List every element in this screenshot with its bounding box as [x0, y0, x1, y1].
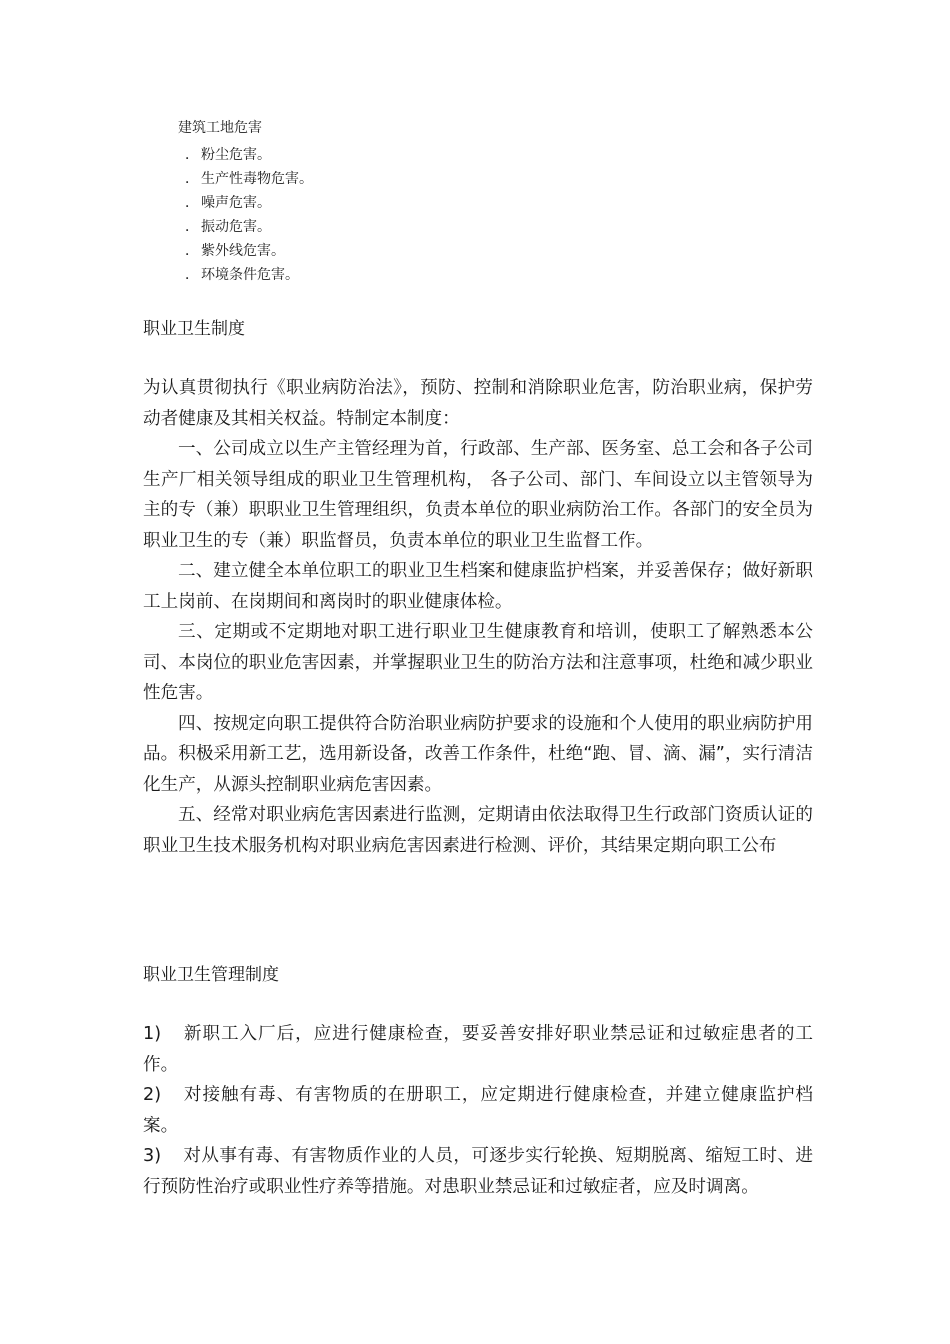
rule-paragraph: 三、定期或不定期地对职工进行职业卫生健康教育和培训，使职工了解熟悉本公司、本岗位的职业危害因素，并掌握职业卫生的防治方法和注意事项，杜绝和减少职业性危害。 [143, 622, 813, 703]
hazards-title: 建筑工地危害 [178, 120, 262, 136]
hazard-item-text: 粉尘危害。 [201, 147, 271, 163]
section-title-occupational-health-system: 职业卫生制度 [143, 319, 245, 339]
item-number: 1) [143, 1024, 162, 1044]
bullet: ． [185, 147, 199, 163]
bullet: ． [185, 219, 199, 235]
item-text: 对从事有毒、有害物质作业的人员，可逐步实行轮换、短期脱离、缩短工时、进行预防性治疗或职业性疗养等措施。对患职业禁忌证和过敏症者，应及时调离。 [143, 1146, 813, 1197]
rule-paragraph: 二、建立健全本单位职工的职业卫生档案和健康监护档案，并妥善保存；做好新职工上岗前、在岗期间和离岗时的职业健康体检。 [143, 561, 813, 612]
intro-paragraph: 为认真贯彻执行《职业病防治法》，预防、控制和消除职业危害，防治职业病，保护劳动者健康及其相关权益。特制定本制度： [143, 378, 813, 429]
hazard-item-text: 生产性毒物危害。 [201, 171, 313, 187]
hazard-item-text: 噪声危害。 [201, 195, 271, 211]
rule-paragraph: 五、经常对职业病危害因素进行监测，定期请由依法取得卫生行政部门资质认证的职业卫生技术服务机构对职业病危害因素进行检测、评价，其结果定期向职工公布 [143, 805, 813, 856]
hazard-item-text: 紫外线危害。 [201, 243, 285, 259]
item-number: 2) [143, 1085, 162, 1105]
list-item [185, 215, 313, 239]
list-item [185, 191, 313, 215]
hazard-item-text: 环境条件危害。 [201, 267, 299, 283]
bullet: ． [185, 195, 199, 211]
list-item [185, 263, 313, 287]
hazards-list [185, 143, 313, 287]
numbered-paragraph [143, 1141, 813, 1202]
item-text: 新职工入厂后，应进行健康检查，要妥善安排好职业禁忌证和过敏症患者的工作。 [143, 1024, 813, 1075]
numbered-paragraph [143, 1080, 813, 1141]
item-number: 3) [143, 1146, 162, 1166]
rule-paragraph: 四、按规定向职工提供符合防治职业病防护要求的设施和个人使用的职业病防护用品。积极采用新工艺，选用新设备，改善工作条件，杜绝“跑、冒、滴、漏”，实行清洁化生产，从源头控制职业病危害因素。 [143, 713, 813, 795]
item-text: 对接触有毒、有害物质的在册职工，应定期进行健康检查，并建立健康监护档案。 [143, 1085, 813, 1136]
section-body-occupational-health-management [143, 1019, 813, 1202]
list-item [185, 143, 313, 167]
rule-paragraph: 一、公司成立以生产主管经理为首，行政部、生产部、医务室、总工会和各子公司生产厂相关领导组成的职业卫生管理机构， 各子公司、部门、车间设立以主管领导为主的专（兼）职职业卫生管理组织，负责本单位的职业病防治工作。各部门的安全员为职业卫生的专（兼）职监督员，负责本单位的职业卫生监督工作。 [143, 439, 813, 551]
numbered-paragraph [143, 1019, 813, 1080]
list-item [185, 239, 313, 263]
section-body-occupational-health-system [143, 373, 813, 861]
bullet: ． [185, 171, 199, 187]
bullet: ． [185, 267, 199, 283]
section-title-occupational-health-management: 职业卫生管理制度 [143, 965, 279, 985]
hazard-item-text: 振动危害。 [201, 219, 271, 235]
list-item [185, 167, 313, 191]
bullet: ． [185, 243, 199, 259]
